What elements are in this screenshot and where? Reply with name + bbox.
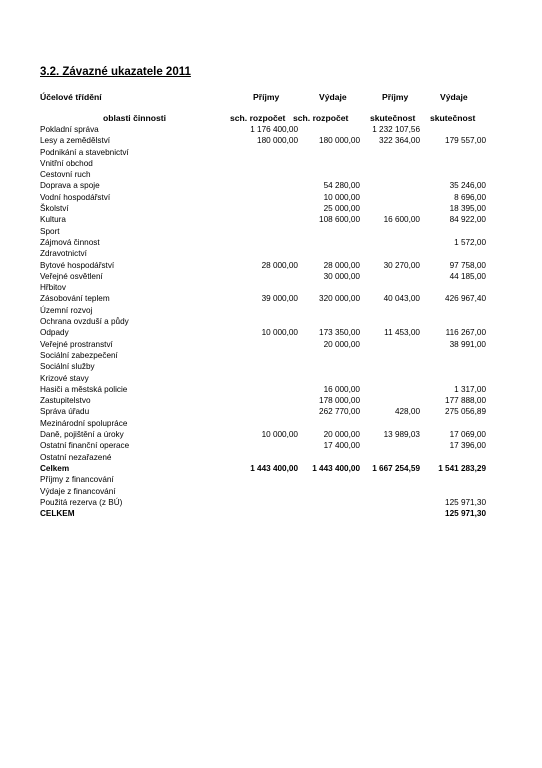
row-label: Zájmová činnost — [40, 237, 100, 247]
table-row — [40, 271, 486, 282]
header-label-ucelove-trideni: Účelové třídění — [40, 92, 102, 102]
row-label: Bytové hospodářství — [40, 260, 115, 270]
value-vydaje-skutecnost: 177 888,00 — [445, 396, 486, 406]
value-vydaje-rozpocet: 16 000,00 — [323, 384, 360, 394]
value-vydaje-skutecnost — [420, 169, 486, 180]
header-vydaje-2: Výdaje — [440, 92, 468, 102]
value-vydaje-skutecnost — [420, 248, 486, 259]
value-prijmy-rozpocet — [236, 248, 298, 259]
value-prijmy-rozpocet — [236, 282, 298, 293]
value-vydaje-rozpocet: 54 280,00 — [323, 181, 360, 191]
value-vydaje-rozpocet: 28 000,00 — [323, 260, 360, 270]
value-vydaje-rozpocet: 180 000,00 — [319, 136, 360, 146]
table-row — [40, 327, 486, 338]
row-label: Mezinárodní spolupráce — [40, 418, 128, 428]
value-prijmy-skutecnost — [360, 282, 420, 293]
value-vydaje-rozpocet — [298, 486, 360, 497]
table-row — [40, 418, 486, 429]
value-vydaje-skutecnost — [420, 147, 486, 158]
value-prijmy-rozpocet — [236, 508, 298, 519]
value-vydaje-rozpocet — [298, 316, 360, 327]
table-row — [40, 305, 486, 316]
value-vydaje-skutecnost — [420, 361, 486, 372]
value-prijmy-rozpocet — [236, 237, 298, 248]
value-vydaje-rozpocet — [298, 124, 360, 135]
value-vydaje-skutecnost: 44 185,00 — [449, 271, 486, 281]
header-skutecnost-1: skutečnost — [370, 113, 416, 123]
value-vydaje-rozpocet: 320 000,00 — [319, 294, 360, 304]
row-label: Veřejné osvětlení — [40, 271, 103, 281]
value-vydaje-skutecnost — [420, 373, 486, 384]
value-prijmy-skutecnost: 1 232 107,56 — [372, 125, 420, 134]
value-vydaje-skutecnost: 18 395,00 — [449, 204, 486, 214]
table-row — [40, 226, 486, 237]
value-prijmy-rozpocet — [236, 395, 298, 406]
row-label: Daně, pojištění a úroky — [40, 430, 124, 440]
value-vydaje-rozpocet: 25 000,00 — [323, 204, 360, 214]
table-row — [40, 282, 486, 293]
value-prijmy-rozpocet — [236, 169, 298, 180]
row-label: Použitá rezerva (z BÚ) — [40, 497, 123, 507]
table-row — [40, 158, 486, 169]
value-vydaje-rozpocet — [298, 350, 360, 361]
table-row — [40, 429, 486, 440]
value-vydaje-rozpocet: 173 350,00 — [319, 328, 360, 338]
table-row — [40, 350, 486, 361]
value-vydaje-skutecnost: 426 967,40 — [445, 294, 486, 304]
row-label: Ostatní nezařazené — [40, 452, 112, 462]
row-label: Územní rozvoj — [40, 305, 93, 315]
row-label: Pokladní správa — [40, 125, 99, 134]
row-label: Příjmy z financování — [40, 475, 114, 485]
header-skutecnost-2: skutečnost — [430, 113, 476, 123]
value-vydaje-skutecnost: 1 572,00 — [454, 237, 486, 247]
value-prijmy-skutecnost — [360, 350, 420, 361]
value-prijmy-rozpocet: 1 443 400,00 — [250, 463, 298, 473]
value-vydaje-rozpocet — [298, 474, 360, 485]
value-prijmy-skutecnost: 13 989,03 — [383, 430, 420, 440]
value-prijmy-skutecnost — [360, 248, 420, 259]
value-vydaje-skutecnost — [420, 452, 486, 463]
value-vydaje-skutecnost: 275 056,89 — [445, 407, 486, 417]
value-prijmy-skutecnost: 428,00 — [394, 407, 420, 417]
value-prijmy-rozpocet: 180 000,00 — [257, 136, 298, 146]
value-vydaje-rozpocet — [298, 226, 360, 237]
value-prijmy-skutecnost: 322 364,00 — [379, 136, 420, 146]
row-label: Ochrana ovzduší a půdy — [40, 317, 129, 327]
value-prijmy-skutecnost — [360, 147, 420, 158]
value-prijmy-rozpocet — [236, 440, 298, 451]
row-label: Zdravotnictví — [40, 249, 87, 259]
row-label: Zásobování teplem — [40, 294, 110, 304]
value-vydaje-rozpocet — [298, 452, 360, 463]
value-prijmy-rozpocet — [236, 350, 298, 361]
value-prijmy-rozpocet — [236, 406, 298, 417]
value-prijmy-rozpocet — [236, 497, 298, 508]
table-row — [40, 395, 486, 406]
table-row — [40, 248, 486, 259]
value-prijmy-skutecnost — [360, 440, 420, 451]
header-sch-rozpocet-1: sch. rozpočet — [230, 113, 286, 123]
value-vydaje-skutecnost: 179 557,00 — [445, 136, 486, 146]
header-prijmy-1: Příjmy — [253, 92, 280, 102]
value-vydaje-skutecnost: 17 396,00 — [449, 441, 486, 451]
table-row — [40, 508, 486, 519]
value-vydaje-skutecnost — [420, 474, 486, 485]
value-prijmy-skutecnost — [360, 497, 420, 508]
row-label: Odpady — [40, 328, 69, 338]
value-vydaje-rozpocet — [298, 497, 360, 508]
row-label: Školství — [40, 204, 69, 214]
table-row — [40, 361, 486, 372]
value-vydaje-skutecnost: 97 758,00 — [449, 260, 486, 270]
value-vydaje-rozpocet — [298, 508, 360, 519]
value-prijmy-skutecnost: 11 453,00 — [384, 328, 420, 338]
row-label: Vnitřní obchod — [40, 158, 93, 168]
value-vydaje-skutecnost: 38 991,00 — [449, 339, 486, 349]
value-vydaje-rozpocet — [298, 169, 360, 180]
value-prijmy-skutecnost — [360, 486, 420, 497]
table-row — [40, 339, 486, 350]
row-label: Veřejné prostranství — [40, 339, 113, 349]
value-prijmy-rozpocet — [236, 452, 298, 463]
value-prijmy-skutecnost: 16 600,00 — [383, 215, 420, 225]
value-prijmy-skutecnost — [360, 203, 420, 214]
header-label-oblasti-cinnosti: oblasti činnosti — [103, 113, 167, 123]
value-prijmy-skutecnost — [360, 226, 420, 237]
table-row — [40, 440, 486, 451]
value-vydaje-skutecnost — [420, 350, 486, 361]
value-prijmy-skutecnost — [360, 384, 420, 395]
value-vydaje-rozpocet — [298, 237, 360, 248]
value-prijmy-skutecnost: 30 270,00 — [383, 260, 420, 270]
value-vydaje-skutecnost — [420, 305, 486, 316]
value-vydaje-rozpocet — [298, 282, 360, 293]
value-vydaje-rozpocet — [298, 361, 360, 372]
row-label: Výdaje z financování — [40, 486, 116, 496]
value-prijmy-skutecnost — [360, 305, 420, 316]
value-prijmy-rozpocet — [236, 339, 298, 350]
value-vydaje-rozpocet — [298, 248, 360, 259]
value-prijmy-skutecnost — [360, 180, 420, 191]
value-vydaje-skutecnost — [420, 316, 486, 327]
table-row — [40, 237, 486, 248]
value-vydaje-rozpocet — [298, 158, 360, 169]
value-prijmy-rozpocet: 28 000,00 — [261, 260, 298, 270]
row-label: Cestovní ruch — [40, 170, 91, 180]
value-prijmy-rozpocet — [236, 203, 298, 214]
value-vydaje-skutecnost: 8 696,00 — [454, 192, 486, 202]
row-label: Sport — [40, 226, 60, 236]
row-label: Vodní hospodářství — [40, 192, 111, 202]
table-row — [40, 192, 486, 203]
value-prijmy-rozpocet — [236, 486, 298, 497]
value-vydaje-skutecnost — [420, 158, 486, 169]
value-vydaje-skutecnost — [420, 226, 486, 237]
value-prijmy-rozpocet — [236, 214, 298, 225]
value-prijmy-skutecnost — [360, 158, 420, 169]
value-prijmy-rozpocet — [236, 418, 298, 429]
row-label: Krizové stavy — [40, 373, 89, 383]
value-vydaje-rozpocet: 10 000,00 — [323, 192, 360, 202]
value-prijmy-rozpocet: 10 000,00 — [261, 328, 298, 338]
row-label: Podnikání a stavebnictví — [40, 147, 129, 157]
value-prijmy-skutecnost — [360, 169, 420, 180]
row-label: Sociální služby — [40, 362, 95, 372]
value-prijmy-rozpocet — [236, 316, 298, 327]
row-label: Celkem — [40, 463, 70, 473]
value-prijmy-skutecnost: 40 043,00 — [383, 294, 420, 304]
value-vydaje-skutecnost — [420, 282, 486, 293]
value-vydaje-skutecnost — [420, 418, 486, 429]
value-vydaje-skutecnost: 1 317,00 — [454, 384, 486, 394]
value-prijmy-skutecnost — [360, 418, 420, 429]
table-row — [40, 124, 486, 135]
row-label: Ostatní finanční operace — [40, 441, 130, 451]
value-prijmy-rozpocet: 39 000,00 — [261, 294, 298, 304]
table-row — [40, 147, 486, 158]
table-row — [40, 214, 486, 225]
table-row — [40, 293, 486, 304]
value-vydaje-skutecnost: 35 246,00 — [449, 181, 486, 191]
value-vydaje-skutecnost — [420, 124, 486, 135]
row-label: Správa úřadu — [40, 407, 90, 417]
value-prijmy-rozpocet — [236, 384, 298, 395]
value-prijmy-skutecnost — [360, 339, 420, 350]
value-vydaje-skutecnost: 84 922,00 — [449, 215, 486, 225]
indicators-table-body — [40, 124, 486, 519]
value-vydaje-skutecnost: 1 541 283,29 — [438, 463, 486, 473]
header-sch-rozpocet-2: sch. rozpočet — [293, 113, 349, 123]
value-prijmy-rozpocet — [236, 158, 298, 169]
table-row — [40, 486, 486, 497]
value-prijmy-rozpocet: 1 176 400,00 — [250, 125, 298, 134]
table-row — [40, 463, 486, 474]
value-prijmy-skutecnost — [360, 192, 420, 203]
page-title: 3.2. Závazné ukazatele 2011 — [40, 66, 191, 78]
table-row — [40, 203, 486, 214]
table-row — [40, 497, 486, 508]
row-label: Kultura — [40, 215, 66, 225]
row-label: CELKEM — [40, 509, 75, 519]
value-prijmy-rozpocet: 10 000,00 — [261, 430, 298, 440]
value-vydaje-skutecnost: 125 971,30 — [445, 509, 486, 519]
table-row — [40, 474, 486, 485]
value-prijmy-skutecnost — [360, 373, 420, 384]
value-prijmy-skutecnost — [360, 316, 420, 327]
table-row — [40, 260, 486, 271]
row-label: Hasiči a městská policie — [40, 384, 128, 394]
row-label: Sociální zabezpečení — [40, 350, 118, 360]
table-row — [40, 384, 486, 395]
value-vydaje-rozpocet: 108 600,00 — [319, 215, 360, 225]
value-prijmy-rozpocet — [236, 271, 298, 282]
row-label: Zastupitelstvo — [40, 396, 91, 406]
value-vydaje-skutecnost: 17 069,00 — [449, 430, 486, 440]
value-prijmy-rozpocet — [236, 180, 298, 191]
table-row — [40, 316, 486, 327]
value-vydaje-skutecnost: 116 267,00 — [445, 328, 486, 338]
value-vydaje-rozpocet — [298, 305, 360, 316]
value-vydaje-rozpocet: 20 000,00 — [323, 430, 360, 440]
value-prijmy-rozpocet — [236, 226, 298, 237]
value-prijmy-skutecnost: 1 667 254,59 — [372, 463, 420, 473]
value-vydaje-rozpocet: 30 000,00 — [323, 271, 360, 281]
value-prijmy-rozpocet — [236, 305, 298, 316]
value-vydaje-rozpocet: 178 000,00 — [319, 396, 360, 406]
value-prijmy-skutecnost — [360, 508, 420, 519]
value-vydaje-rozpocet: 262 770,00 — [319, 407, 360, 417]
value-prijmy-rozpocet — [236, 192, 298, 203]
header-vydaje-1: Výdaje — [319, 92, 347, 102]
table-row — [40, 452, 486, 463]
value-vydaje-rozpocet — [298, 418, 360, 429]
indicators-table — [40, 124, 486, 519]
value-vydaje-rozpocet: 1 443 400,00 — [312, 463, 360, 473]
value-prijmy-skutecnost — [360, 271, 420, 282]
value-vydaje-rozpocet — [298, 147, 360, 158]
value-vydaje-rozpocet: 20 000,00 — [323, 339, 360, 349]
value-vydaje-skutecnost — [420, 486, 486, 497]
value-vydaje-skutecnost: 125 971,30 — [445, 497, 486, 507]
table-row — [40, 135, 486, 146]
value-prijmy-skutecnost — [360, 452, 420, 463]
table-row — [40, 169, 486, 180]
table-row — [40, 180, 486, 191]
value-prijmy-skutecnost — [360, 361, 420, 372]
row-label: Doprava a spoje — [40, 181, 100, 191]
value-prijmy-rozpocet — [236, 361, 298, 372]
value-prijmy-rozpocet — [236, 373, 298, 384]
row-label: Hřbitov — [40, 283, 66, 293]
table-row — [40, 406, 486, 417]
value-vydaje-rozpocet — [298, 373, 360, 384]
table-row — [40, 373, 486, 384]
value-prijmy-skutecnost — [360, 395, 420, 406]
value-prijmy-skutecnost — [360, 474, 420, 485]
value-vydaje-rozpocet: 17 400,00 — [323, 441, 360, 451]
value-prijmy-rozpocet — [236, 474, 298, 485]
row-label: Lesy a zemědělství — [40, 136, 111, 146]
value-prijmy-rozpocet — [236, 147, 298, 158]
value-prijmy-skutecnost — [360, 237, 420, 248]
header-prijmy-2: Příjmy — [382, 92, 409, 102]
